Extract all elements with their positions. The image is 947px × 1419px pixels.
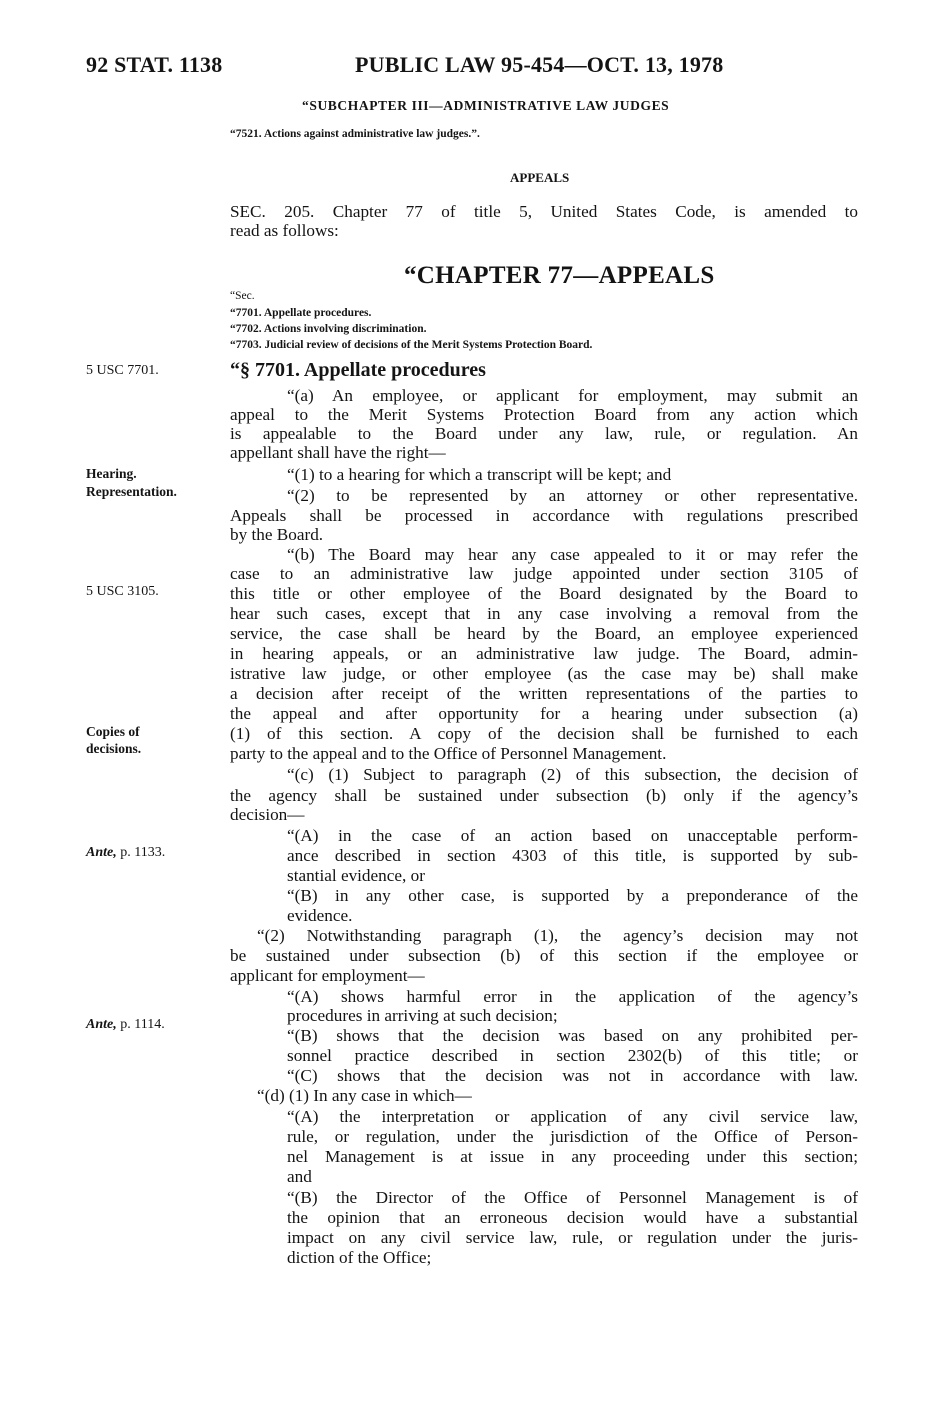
body-line: by the Board. — [230, 525, 324, 544]
body-line: sonnel practice described in section 2302(b) of this title; or — [287, 1046, 858, 1065]
sec205-line-2: read as follows: — [230, 221, 339, 240]
body-line: this title or other employee of the Board designated by the Board to — [230, 584, 858, 603]
body-line: “(a) An employee, or applicant for employment, may submit an — [287, 386, 858, 405]
margin-note-representation: Representation. — [86, 484, 177, 499]
page-stat-number: 92 STAT. 1138 — [86, 52, 223, 77]
body-line: a decision after receipt of the written representations of the parties to — [230, 684, 858, 703]
body-line: ance described in section 4303 of this title, is supported by sub- — [287, 846, 858, 865]
body-line: diction of the Office; — [287, 1248, 432, 1267]
body-line: case to an administrative law judge appointed under section 3105 of — [230, 564, 858, 583]
body-line: stantial evidence, or — [287, 866, 425, 885]
body-line: “(2) to be represented by an attorney or other representative. — [287, 486, 858, 505]
body-line: evidence. — [287, 906, 353, 925]
body-line: and — [287, 1167, 312, 1186]
body-line: the agency shall be sustained under subsection (b) only if the agency’s — [230, 786, 858, 805]
ante-page: p. 1114. — [116, 1017, 165, 1032]
page-running-title: PUBLIC LAW 95-454—OCT. 13, 1978 — [355, 52, 724, 77]
toc-sec-label: “Sec. — [230, 290, 255, 302]
body-line: the opinion that an erroneous decision would have a substantial — [287, 1208, 858, 1227]
body-line: procedures in arriving at such decision; — [287, 1006, 558, 1025]
ante-word: Ante, — [86, 845, 117, 860]
body-line: impact on any civil service law, rule, or regulation under the juris- — [287, 1228, 858, 1247]
body-line: “(b) The Board may hear any case appealed to it or may refer the — [287, 545, 858, 564]
body-line: “(C) shows that the decision was not in accordance with law. — [287, 1066, 858, 1085]
subchapter-heading: “SUBCHAPTER III—ADMINISTRATIVE LAW JUDGES — [302, 98, 670, 113]
body-line: appeal to the Merit Systems Protection Board from any action which — [230, 405, 858, 424]
body-line: applicant for employment— — [230, 966, 425, 985]
body-line: “(B) in any other case, is supported by a preponderance of the — [287, 886, 858, 905]
toc-item-7702: “7702. Actions involving discrimination. — [230, 323, 427, 335]
chapter-title: “CHAPTER 77—APPEALS — [404, 262, 715, 289]
margin-note-usc7701: 5 USC 7701. — [86, 363, 159, 378]
toc-item-7703: “7703. Judicial review of decisions of the Merit Systems Protection Board. — [230, 339, 593, 351]
body-line: “(B) the Director of the Office of Personnel Management is of — [287, 1188, 858, 1207]
ante-word: Ante, — [86, 1017, 117, 1032]
body-line: be sustained under subsection (b) of this section if the employee or — [230, 946, 858, 965]
body-line: rule, or regulation, under the jurisdiction of the Office of Person- — [287, 1127, 858, 1146]
body-line: Appeals shall be processed in accordance with regulations prescribed — [230, 506, 858, 525]
margin-note-copies: Copies of — [86, 724, 140, 739]
toc-item-7701: “7701. Appellate procedures. — [230, 307, 372, 319]
section-7701-heading: “§ 7701. Appellate procedures — [230, 359, 486, 381]
body-line: “(A) the interpretation or application of any civil service law, — [287, 1107, 858, 1126]
margin-note-ante-1114 — [86, 1017, 165, 1033]
toc-item-7521: “7521. Actions against administrative law judges.”. — [230, 128, 480, 140]
appeals-heading: APPEALS — [510, 170, 570, 185]
body-line: “(B) shows that the decision was based on any prohibited per- — [287, 1026, 858, 1045]
body-line: “(2) Notwithstanding paragraph (1), the agency’s decision may not — [257, 926, 858, 945]
body-line: the appeal and after opportunity for a hearing under subsection (a) — [230, 704, 858, 723]
body-line: “(A) shows harmful error in the application of the agency’s — [287, 987, 858, 1006]
margin-note-decisions: decisions. — [86, 741, 142, 756]
body-line: “(d) (1) In any case in which— — [257, 1086, 472, 1105]
body-line: (1) of this section. A copy of the decision shall be furnished to each — [230, 724, 858, 743]
sec205-line-1: SEC. 205. Chapter 77 of title 5, United States Code, is amended to — [230, 202, 858, 221]
body-line: in hearing appeals, or an administrative law judge. The Board, admin- — [230, 644, 858, 663]
margin-note-hearing: Hearing. — [86, 466, 137, 481]
ante-page: p. 1133. — [116, 845, 166, 860]
body-line: decision— — [230, 805, 305, 824]
body-line: service, the case shall be heard by the Board, an employee experienced — [230, 624, 858, 643]
body-line: hear such cases, except that in any case involving a removal from the — [230, 604, 858, 623]
body-line: is appealable to the Board under any law, rule, or regulation. An — [230, 424, 858, 443]
body-line: appellant shall have the right— — [230, 443, 446, 462]
body-line: “(c) (1) Subject to paragraph (2) of this subsection, the decision of — [287, 765, 858, 784]
body-line: “(1) to a hearing for which a transcript will be kept; and — [287, 465, 672, 484]
margin-note-usc3105: 5 USC 3105. — [86, 584, 159, 599]
body-line: party to the appeal and to the Office of Personnel Management. — [230, 744, 667, 763]
body-line: nel Management is at issue in any proceeding under this section; — [287, 1147, 858, 1166]
body-line: istrative law judge, or other employee (as the case may be) shall make — [230, 664, 858, 683]
body-line: “(A) in the case of an action based on unacceptable perform- — [287, 826, 858, 845]
margin-note-ante-1133 — [86, 845, 165, 861]
